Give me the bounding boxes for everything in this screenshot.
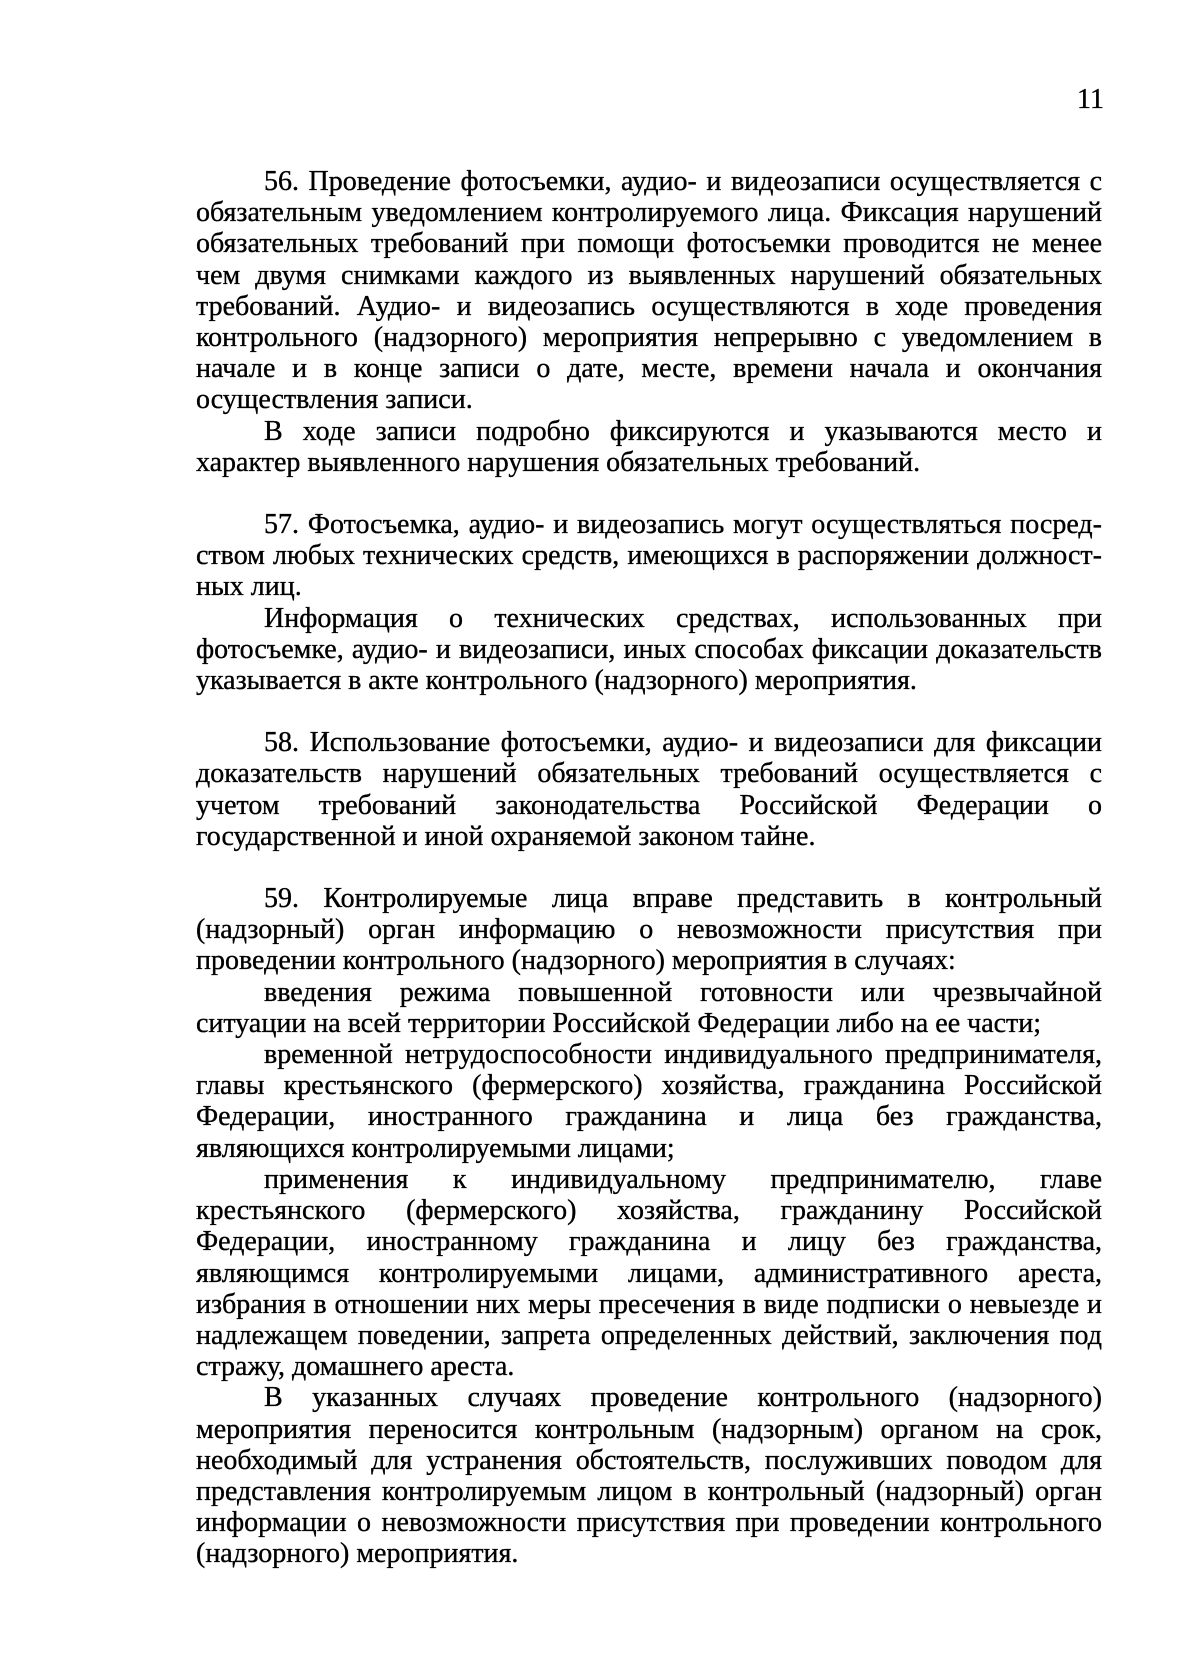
section-57 — [196, 509, 1102, 696]
section-59 — [196, 883, 1102, 1569]
paragraph: 57. Фотосъемка, аудио- и видеозапись могут осуществляться посредством любых технических средств, имеющихся в распоряжении должностных лиц. — [196, 509, 1102, 603]
paragraph: 56. Проведение фотосъемки, аудио- и видеозаписи осуществляется с обязательным уведомлением контролируемого лица. Фиксация нарушений обязательных требований при помощи фотосъемки проводится не менее чем двумя снимками каждого из выявленных нарушений обязательных требований. Аудио- и видеозапись осуществляются в ходе проведения контрольного (надзорного) мероприятия непрерывно с уведомлением в начале и в конце записи о дате, месте, времени начала и окончания осуществления записи. — [196, 166, 1102, 416]
paragraph: 58. Использование фотосъемки, аудио- и видеозаписи для фиксации доказательств нарушений обязательных требований осуществляется с учетом требований законодательства Российской Федерации о государственной и иной охраняемой законом тайне. — [196, 727, 1102, 852]
paragraph: временной нетрудоспособности индивидуального предпринимателя, главы крестьянского (фермерского) хозяйства, гражданина Российской Федерации, иностранного гражданина и лица без гражданства, являющихся контролируемыми лицами; — [196, 1039, 1102, 1164]
section-58 — [196, 727, 1102, 852]
paragraph: введения режима повышенной готовности или чрезвычайной ситуации на всей территории Российской Федерации либо на ее части; — [196, 976, 1102, 1039]
page-number: 11 — [1077, 84, 1104, 115]
paragraph: 59. Контролируемые лица вправе представить в контрольный (надзорный) орган информацию о невозможности присутствия при проведении контрольного (надзорного) мероприятия в случаях: — [196, 883, 1102, 977]
paragraph: В ходе записи подробно фиксируются и указываются место и характер выявленного нарушения обязательных требований. — [196, 415, 1102, 478]
paragraph: Информация о технических средствах, использованных при фотосъемке, аудио- и видеозаписи, иных способах фиксации доказательств указывается в акте контрольного (надзорного) мероприятия. — [196, 602, 1102, 697]
paragraph: В указанных случаях проведение контрольного (надзорного) мероприятия переносится контрольным (надзорным) органом на срок, необходимый для устранения обстоятельств, послуживших поводом для представления контролируемым лицом в контрольный (надзорный) орган информации о невозможности присутствия при проведении контрольного (надзорного) мероприятия. — [196, 1382, 1102, 1570]
paragraph: применения к индивидуальному предпринимателю, главе крестьянского (фермерского) хозяйства, гражданину Российской Федерации, иностранному гражданина и лицу без гражданства, являющимся контролируемыми лицами, административного ареста, избрания в отношении них меры пресечения в виде подписки о невыезде и надлежащем поведении, запрета определенных действий, заключения под стражу, домашнего ареста. — [196, 1163, 1102, 1383]
section-56 — [196, 166, 1102, 478]
document-body — [196, 166, 1102, 1570]
